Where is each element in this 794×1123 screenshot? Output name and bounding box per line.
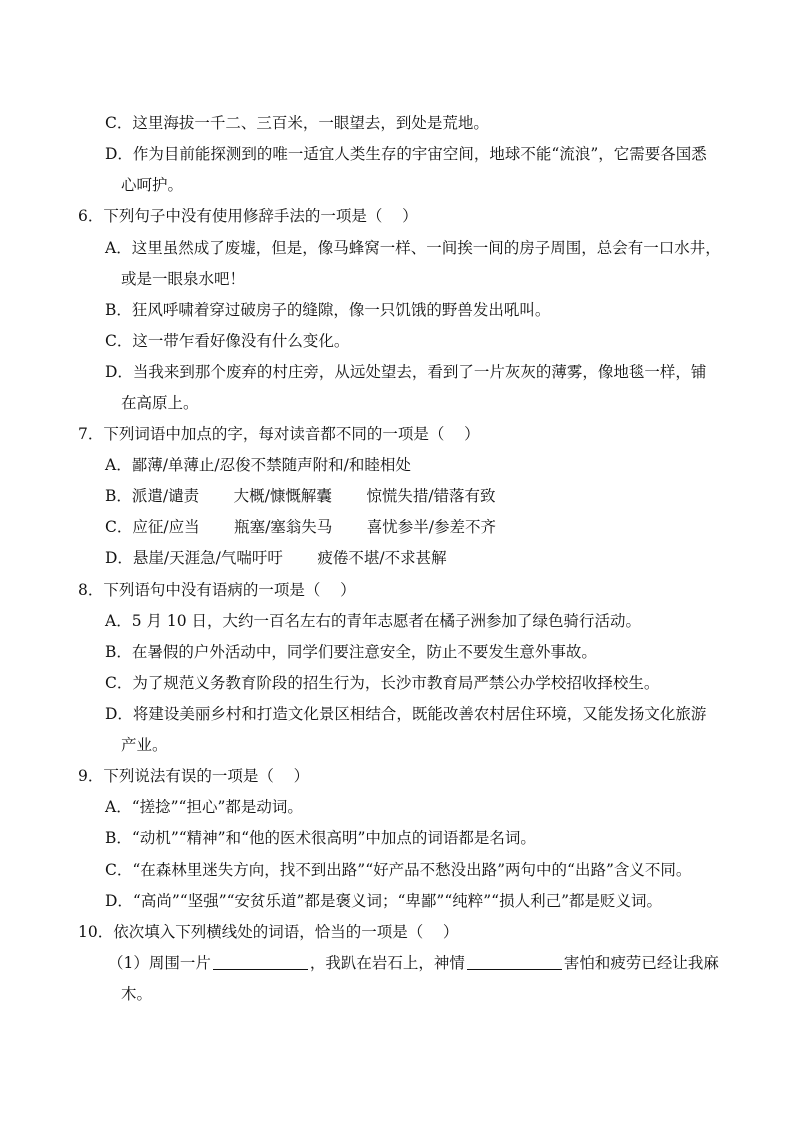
option-7a: A．鄙薄/单薄止/忍俊不禁随声附和/和睦相处 bbox=[105, 456, 411, 474]
answer-blank-1[interactable] bbox=[213, 953, 308, 970]
option-6c: C．这一带乍看好像没有什么变化。 bbox=[105, 332, 350, 350]
question-9: 9．下列说法有误的一项是（ ） bbox=[78, 767, 310, 785]
option-9d: D．“高尚”“坚强”“安贫乐道”都是褒义词；“卑鄙”“纯粹”“损人利己”都是贬义词。 bbox=[105, 892, 663, 910]
question-6: 6．下列句子中没有使用修辞手法的一项是（ ） bbox=[78, 207, 418, 225]
option-9c: C．“在森林里迷失方向，找不到出路”“好产品不愁没出路”两句中的“出路”含义不同。 bbox=[105, 861, 692, 879]
option-8d-cont: 产业。 bbox=[121, 736, 168, 754]
option-8d: D．将建设美丽乡村和打造文化景区相结合，既能改善农村居住环境，又能发扬文化旅游 bbox=[105, 705, 707, 723]
option-6a: A．这里虽然成了废墟，但是，像马蜂窝一样、一间挨一间的房子周围，总会有一口水井， bbox=[105, 239, 721, 257]
option-7b: B．派遣/谴责 大概/慷慨解囊 惊慌失措/错落有致 bbox=[105, 487, 496, 505]
question-7: 7．下列词语中加点的字，每对读音都不同的一项是（ ） bbox=[78, 425, 480, 443]
option-9a: A．“搓捻”“担心”都是动词。 bbox=[105, 798, 303, 816]
option-8c: C．为了规范义务教育阶段的招生行为，长沙市教育局严禁公办学校招收择校生。 bbox=[105, 674, 660, 692]
option-5d-cont: 心呵护。 bbox=[121, 176, 184, 194]
question-8: 8．下列语句中没有语病的一项是（ ） bbox=[78, 581, 356, 599]
question-10-item-1: （1）周围一片 ，我趴在岩石上，神情 害怕和疲劳已经让我麻 bbox=[108, 954, 719, 972]
option-5c: C．这里海拔一千二、三百米，一眼望去，到处是荒地。 bbox=[105, 114, 489, 132]
option-7c: C．应征/应当 瓶塞/塞翁失马 喜忧参半/参差不齐 bbox=[105, 518, 497, 536]
option-8a: A．5 月 10 日，大约一百名左右的青年志愿者在橘子洲参加了绿色骑行活动。 bbox=[105, 612, 642, 630]
option-6b: B．狂风呼啸着穿过破房子的缝隙，像一只饥饿的野兽发出吼叫。 bbox=[105, 301, 551, 319]
question-10: 10．依次填入下列横线处的词语，恰当的一项是（ ） bbox=[78, 923, 459, 941]
option-7d: D．悬崖/天涯急/气喘吁吁 疲倦不堪/不求甚解 bbox=[105, 549, 447, 567]
option-6a-cont: 或是一眼泉水吧！ bbox=[121, 270, 246, 288]
question-10-item-1-cont: 木。 bbox=[121, 985, 153, 1003]
option-9b: B．“动机”“精神”和“他的医术很高明”中加点的词语都是名词。 bbox=[105, 829, 536, 847]
option-6d-cont: 在高原上。 bbox=[121, 394, 199, 412]
answer-blank-2[interactable] bbox=[467, 953, 562, 970]
option-8b: B．在暑假的户外活动中，同学们要注意安全，防止不要发生意外事故。 bbox=[105, 643, 597, 661]
option-5d: D．作为目前能探测到的唯一适宜人类生存的宇宙空间，地球不能“流浪”，它需要各国悉 bbox=[105, 145, 707, 163]
option-6d: D．当我来到那个废弃的村庄旁，从远处望去，看到了一片灰灰的薄雾，像地毯一样，铺 bbox=[105, 363, 707, 381]
